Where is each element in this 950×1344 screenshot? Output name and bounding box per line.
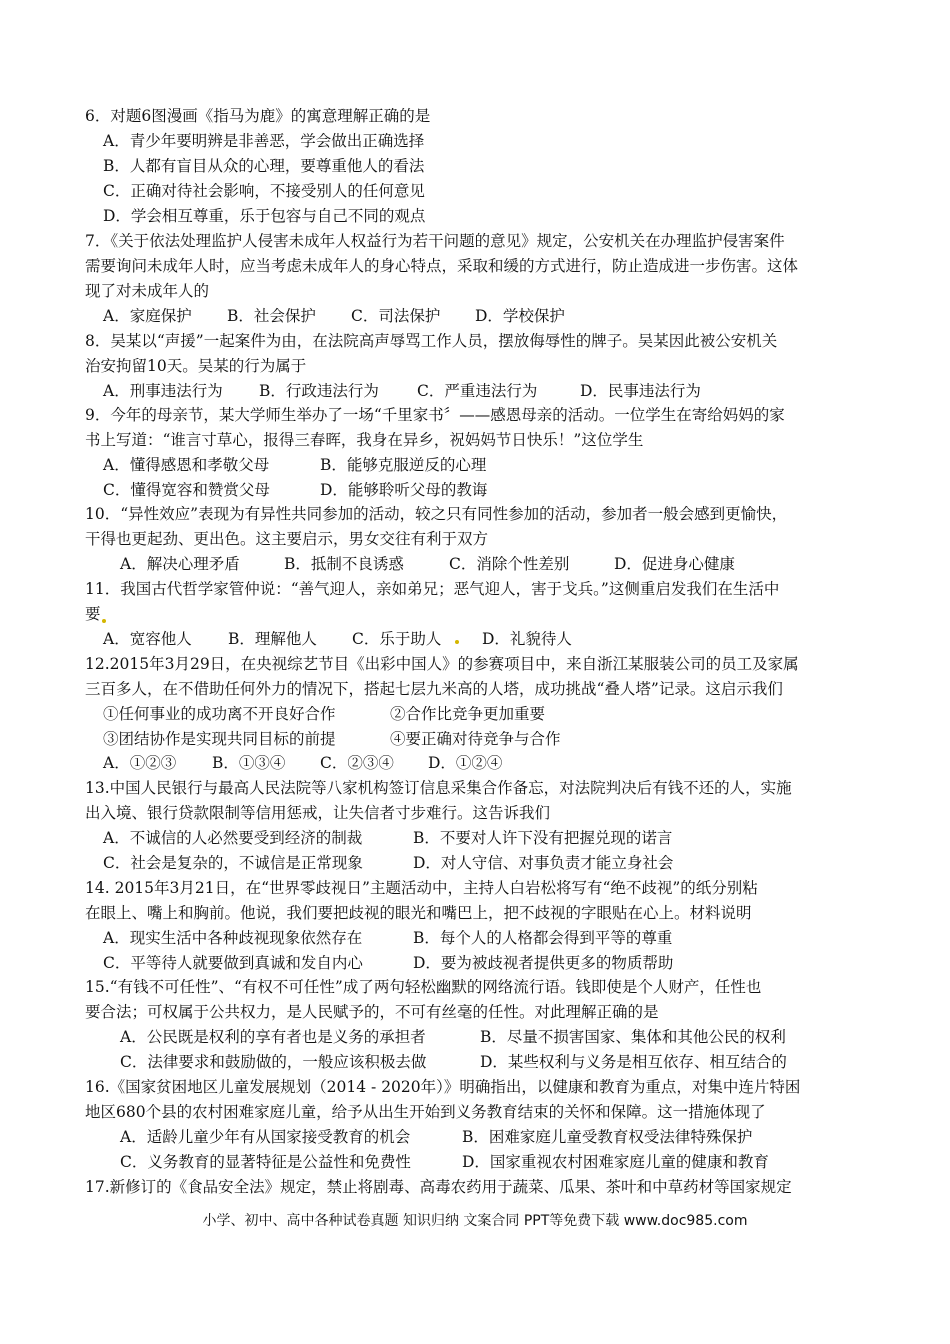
q6-stem: 6．对题6图漫画《指马为鹿》的寓意理解正确的是: [85, 107, 431, 125]
q9-option-b: B．能够克服逆反的心理: [320, 456, 487, 474]
q9-option-c: C．懂得宽容和赞赏父母: [103, 481, 270, 499]
q8-stem-line1: 8．吴某以“声援”一起案件为由，在法院高声辱骂工作人员，摆放侮辱性的牌子。吴某因此被公安机关: [85, 332, 778, 350]
q15-stem-line1: 15.“有钱不可任性”、“有权不可任性”成了两句轻松幽默的网络流行语。钱即使是个人财产，任性也: [85, 978, 762, 996]
q12-statement-1: ①任何事业的成功离不开良好合作: [103, 705, 336, 723]
q13-option-c: C．社会是复杂的，不诚信是正常现象: [103, 854, 363, 872]
q16-option-b: B．困难家庭儿童受教育权受法律特殊保护: [462, 1128, 753, 1146]
q7-option-a: A．家庭保护: [103, 307, 192, 325]
q10-option-b: B．抵制不良诱惑: [284, 555, 404, 573]
q16-option-c: C．义务教育的显著特征是公益性和免费性: [120, 1153, 411, 1171]
q9-stem-line1: 9．今年的母亲节，某大学师生举办了一场“千里家书〞——感恩母亲的活动。一位学生在寄给妈妈的家: [85, 406, 785, 424]
q14-option-a: A．现实生活中各种歧视现象依然存在: [103, 929, 363, 947]
q13-option-d: D．对人守信、对事负责才能立身社会: [413, 854, 674, 872]
q12-statement-4: ④要正确对待竞争与合作: [390, 730, 561, 748]
q9-option-d: D．能够聆听父母的教诲: [320, 481, 488, 499]
q13-option-a: A．不诚信的人必然要受到经济的制裁: [103, 829, 363, 847]
q15-stem-line2: 要合法；可权属于公共权力，是人民赋予的，不可有丝毫的任性。对此理解正确的是: [85, 1003, 659, 1021]
q6-option-c: C．正确对待社会影响，不接受别人的任何意见: [103, 182, 425, 200]
q12-stem-line1: 12.2015年3月29日，在央视综艺节目《出彩中国人》的参赛项目中，来自浙江某服装公司的员工及家属: [85, 655, 799, 673]
q15-option-c: C．法律要求和鼓励做的，一般应该积极去做: [120, 1053, 427, 1071]
q7-stem-line2: 需要询问未成年人时，应当考虑未成年人的身心特点，采取和缓的方式进行，防止造成进一步伤害。这体: [85, 257, 799, 275]
q7-option-b: B．社会保护: [227, 307, 316, 325]
q11-option-a: A．宽容他人: [103, 630, 192, 648]
q8-option-d: D．民事违法行为: [580, 382, 701, 400]
decorative-dot: [455, 640, 459, 644]
q12-option-a: A．①②③: [103, 754, 177, 772]
q6-option-d: D．学会相互尊重，乐于包容与自己不同的观点: [103, 207, 426, 225]
q14-option-c: C．平等待人就要做到真诚和发自内心: [103, 954, 363, 972]
q16-stem-line2: 地区680个县的农村困难家庭儿童，给予从出生开始到义务教育结束的关怀和保障。这一措施体现了: [85, 1103, 766, 1121]
q16-stem-line1: 16.《国家贫困地区儿童发展规划（2014 - 2020年）》明确指出，以健康和教育为重点，对集中连片特困: [85, 1078, 801, 1096]
page-footer: 小学、初中、高中各种试卷真题 知识归纳 文案合同 PPT等免费下载 www.doc985.com: [202, 1213, 748, 1229]
q15-option-a: A．公民既是权利的享有者也是义务的承担者: [120, 1028, 426, 1046]
q11-option-d: D．礼貌待人: [482, 630, 572, 648]
q12-option-b: B．①③④: [212, 754, 286, 772]
q8-option-b: B．行政违法行为: [259, 382, 379, 400]
q6-option-a: A．青少年要明辨是非善恶，学会做出正确选择: [103, 132, 425, 150]
q9-stem-line2: 书上写道：“谁言寸草心，报得三春晖，我身在异乡，祝妈妈节日快乐！”这位学生: [85, 431, 644, 449]
q10-stem-line2: 干得也更起劲、更出色。这主要启示，男女交往有利于双方: [85, 530, 489, 548]
q10-option-d: D．促进身心健康: [614, 555, 735, 573]
q8-stem-line2: 治安拘留10天。吴某的行为属于: [85, 357, 307, 375]
q12-statement-2: ②合作比竞争更加重要: [390, 705, 546, 723]
q14-stem-line2: 在眼上、嘴上和胸前。他说，我们要把歧视的眼光和嘴巴上，把不歧视的字眼贴在心上。材料说明: [85, 904, 752, 922]
q16-option-d: D．国家重视农村困难家庭儿童的健康和教育: [462, 1153, 769, 1171]
q10-option-c: C．消除个性差别: [449, 555, 570, 573]
q7-option-c: C．司法保护: [351, 307, 441, 325]
q7-stem-line3: 现了对未成年人的: [85, 282, 210, 300]
q10-option-a: A．解决心理矛盾: [120, 555, 240, 573]
q11-stem-line1: 11．我国古代哲学家管仲说：“善气迎人，亲如弟兄；恶气迎人，害于戈兵。”这侧重启发我们在生活中: [85, 580, 780, 598]
q6-option-b: B．人都有盲目从众的心理，要尊重他人的看法: [103, 157, 425, 175]
q15-option-b: B．尽量不损害国家、集体和其他公民的权利: [480, 1028, 786, 1046]
q13-stem-line2: 出入境、银行贷款限制等信用惩戒，让失信者寸步难行。这告诉我们: [85, 804, 551, 822]
q7-stem-line1: 7．《关于依法处理监护人侵害未成年人权益行为若干问题的意见》规定，公安机关在办理监护侵害案件: [85, 232, 785, 250]
q12-statement-3: ③团结协作是实现共同目标的前提: [103, 730, 336, 748]
q17-stem-line1: 17.新修订的《食品安全法》规定，禁止将剧毒、高毒农药用于蔬菜、瓜果、茶叶和中草药材等国家规定: [85, 1178, 792, 1196]
q14-option-b: B．每个人的人格都会得到平等的尊重: [413, 929, 673, 947]
q12-option-c: C．②③④: [320, 754, 394, 772]
q9-option-a: A．懂得感恩和孝敬父母: [103, 456, 270, 474]
q13-option-b: B．不要对人许下没有把握兑现的诺言: [413, 829, 673, 847]
q11-option-b: B．理解他人: [228, 630, 317, 648]
q12-stem-line2: 三百多人，在不借助任何外力的情况下，搭起七层九米高的人塔，成功挑战“叠人塔”记录。这启示我们: [85, 680, 783, 698]
q16-option-a: A．适龄儿童少年有从国家接受教育的机会: [120, 1128, 411, 1146]
q14-option-d: D．要为被歧视者提供更多的物质帮助: [413, 954, 674, 972]
q10-stem-line1: 10．“异性效应”表现为有异性共同参加的活动，较之只有同性参加的活动，参加者一般会感到更愉快，: [85, 505, 788, 523]
decorative-dot: [102, 619, 106, 623]
q11-stem-line2: 要: [85, 605, 101, 623]
q11-option-c: C．乐于助人: [352, 630, 442, 648]
q7-option-d: D．学校保护: [475, 307, 565, 325]
q15-option-d: D．某些权利与义务是相互依存、相互结合的: [480, 1053, 787, 1071]
q8-option-a: A．刑事违法行为: [103, 382, 223, 400]
q14-stem-line1: 14. 2015年3月21日，在“世界零歧视日”主题活动中，主持人白岩松将写有“绝不歧视”的纸分别粘: [85, 879, 758, 897]
q12-option-d: D．①②④: [428, 754, 503, 772]
q13-stem-line1: 13.中国人民银行与最高人民法院等八家机构签订信息采集合作备忘，对法院判决后有钱不还的人，实施: [85, 779, 792, 797]
q8-option-c: C．严重违法行为: [417, 382, 538, 400]
